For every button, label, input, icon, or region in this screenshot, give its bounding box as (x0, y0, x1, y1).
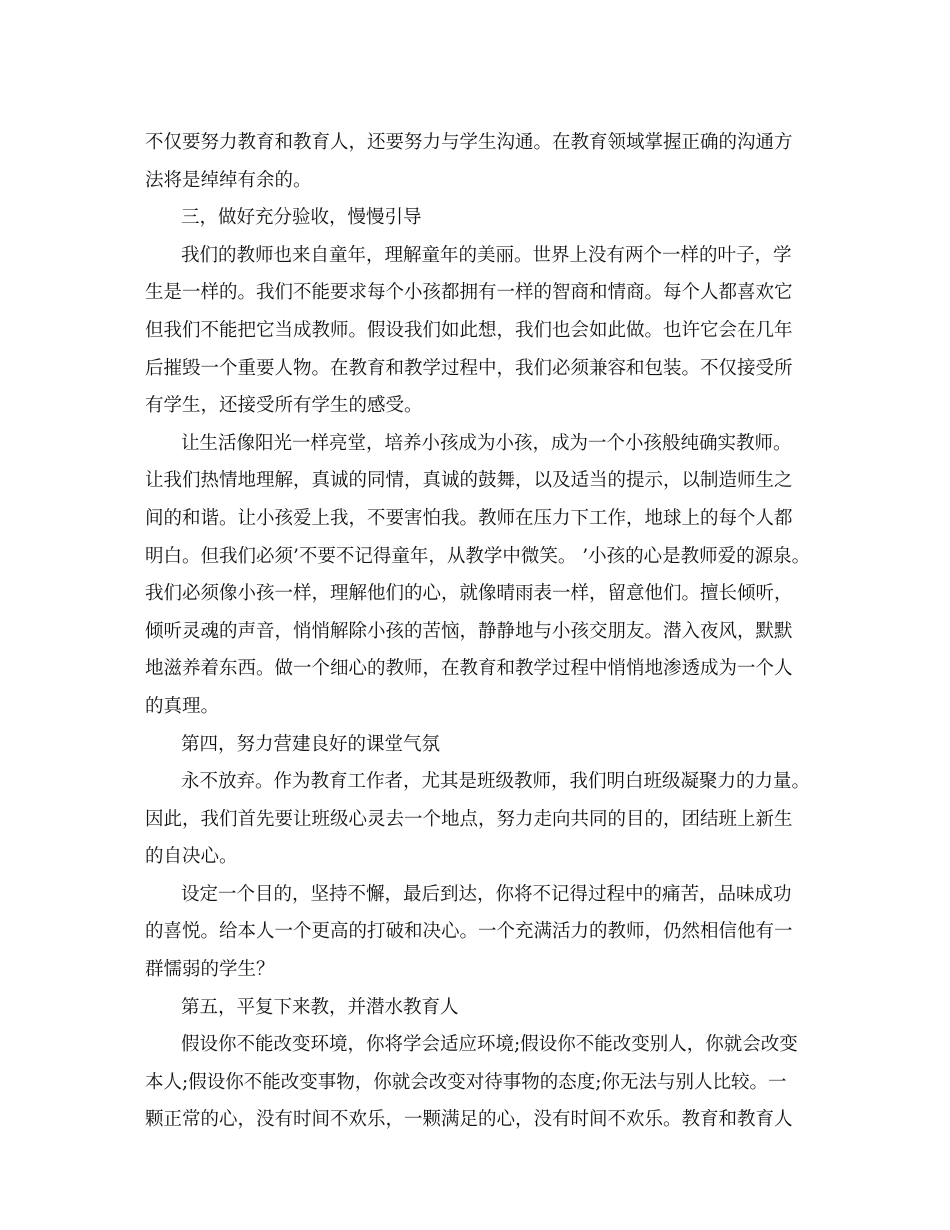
text-line: 本人;假设你不能改变事物，你就会改变对待事物的态度;你无法与别人比较。一 (145, 1071, 787, 1093)
text-line: 三，做好充分验收，慢慢引导 (181, 207, 422, 229)
text-line: 让生活像阳光一样亮堂，培养小孩成为小孩，成为一个小孩般纯确实教师。 (181, 432, 792, 454)
text-line: 有学生，还接受所有学生的感受。 (145, 395, 423, 417)
text-line: 法将是绰绰有余的。 (145, 169, 312, 191)
text-line: 让我们热情地理解，真诚的同情，真诚的鼓舞，以及适当的提示，以制造师生之 (145, 470, 793, 492)
text-line: 永不放弃。作为教育工作者，尤其是班级教师，我们明白班级凝聚力的力量。 (181, 771, 811, 793)
text-line: 的喜悦。给本人一个更高的打破和决心。一个充满活力的教师，仍然相信他有一 (145, 921, 793, 943)
text-line: 的真理。 (145, 695, 220, 717)
text-line: 但我们不能把它当成教师。假设我们如此想，我们也会如此做。也许它会在几年 (145, 319, 793, 341)
text-line: 因此，我们首先要让班级心灵去一个地点，努力走向共同的目的，团结班上新生 (145, 808, 793, 830)
text-line: 设定一个目的，坚持不懈，最后到达，你将不记得过程中的痛苦，品味成功 (181, 883, 792, 905)
text-line: 第五，平复下来教，并潜水教育人 (181, 996, 459, 1018)
text-line: 颗正常的心，没有时间不欢乐，一颗满足的心，没有时间不欢乐。教育和教育人 (145, 1109, 793, 1131)
text-line: 群懦弱的学生？ (145, 959, 275, 981)
text-line: 我们的教师也来自童年，理解童年的美丽。世界上没有两个一样的叶子，学 (181, 244, 792, 266)
text-line: 假设你不能改变环境，你将学会适应环境;假设你不能改变别人，你就会改变 (181, 1034, 798, 1056)
text-line: 地滋养着东西。做一个细心的教师，在教育和教学过程中悄悄地渗透成为一个人 (145, 658, 793, 680)
text-line: 明白。但我们必须’不要不记得童年，从教学中微笑。 ’小孩的心是教师爱的源泉。 (145, 545, 811, 567)
document-body (145, 124, 810, 1139)
text-line: 不仅要努力教育和教育人，还要努力与学生沟通。在教育领域掌握正确的沟通方 (145, 132, 793, 153)
text-line: 生是一样的。我们不能要求每个小孩都拥有一样的智商和情商。每个人都喜欢它 (145, 282, 793, 304)
text-line: 间的和谐。让小孩爱上我，不要害怕我。教师在压力下工作，地球上的每个人都 (145, 507, 793, 529)
text-line: 后摧毁一个重要人物。在教育和教学过程中，我们必须兼容和包装。不仅接受所 (145, 357, 793, 379)
text-line: 倾听灵魂的声音，悄悄解除小孩的苦恼，静静地与小孩交朋友。潜入夜风，默默 (145, 620, 793, 642)
text-line: 的自决心。 (145, 846, 238, 868)
text-line: 第四，努力营建良好的课堂气氛 (181, 733, 441, 755)
text-line: 我们必须像小孩一样，理解他们的心，就像晴雨表一样，留意他们。擅长倾听， (145, 583, 793, 605)
